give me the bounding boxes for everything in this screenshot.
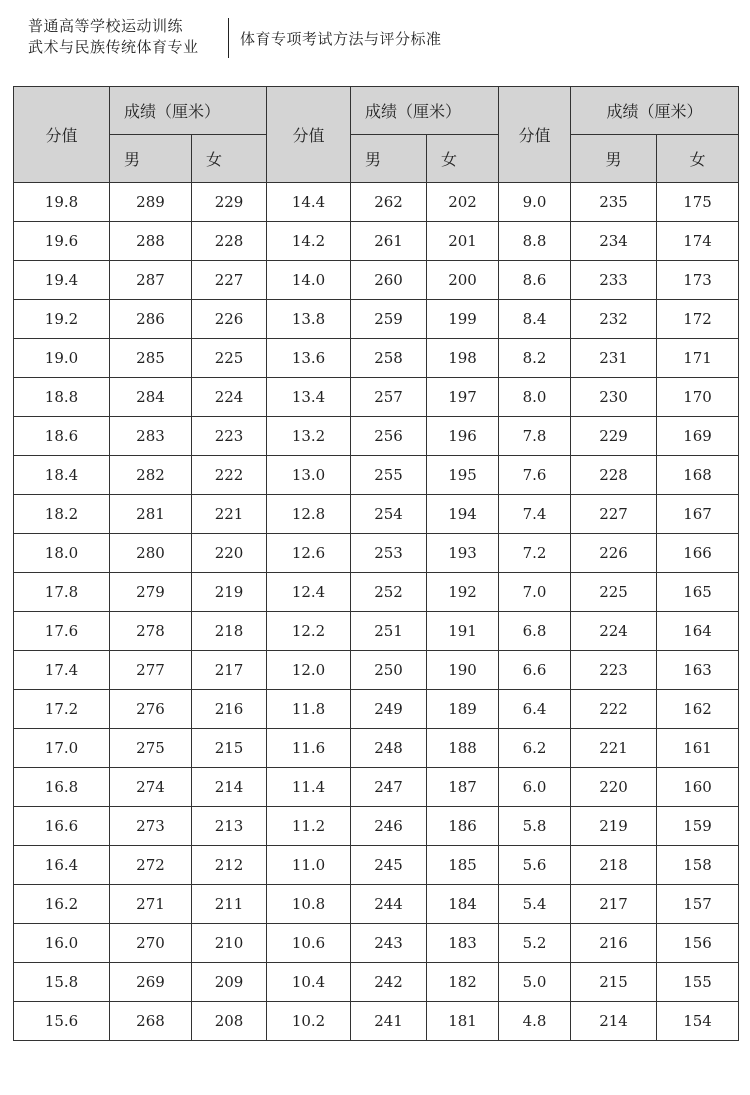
score-table-body — [14, 183, 739, 1041]
score-cell: 18.4 — [14, 456, 110, 495]
male-cell: 242 — [351, 963, 427, 1002]
male-cell: 260 — [351, 261, 427, 300]
male-cell: 250 — [351, 651, 427, 690]
female-cell: 188 — [427, 729, 499, 768]
table-row — [14, 456, 739, 495]
female-cell: 213 — [192, 807, 267, 846]
male-cell: 285 — [110, 339, 192, 378]
header-program-line2: 武术与民族传统体育专业 — [28, 38, 199, 56]
score-cell: 8.6 — [499, 261, 571, 300]
male-cell: 289 — [110, 183, 192, 222]
female-cell: 197 — [427, 378, 499, 417]
score-cell: 10.6 — [267, 924, 351, 963]
score-cell: 11.2 — [267, 807, 351, 846]
male-cell: 281 — [110, 495, 192, 534]
female-cell: 170 — [657, 378, 739, 417]
male-cell: 273 — [110, 807, 192, 846]
score-cell: 10.2 — [267, 1002, 351, 1041]
score-cell: 8.8 — [499, 222, 571, 261]
female-cell: 164 — [657, 612, 739, 651]
male-cell: 216 — [571, 924, 657, 963]
header-male: 男 — [351, 135, 427, 183]
male-cell: 253 — [351, 534, 427, 573]
female-cell: 195 — [427, 456, 499, 495]
male-cell: 219 — [571, 807, 657, 846]
female-cell: 202 — [427, 183, 499, 222]
header-row — [14, 87, 739, 135]
male-cell: 261 — [351, 222, 427, 261]
table-row — [14, 846, 739, 885]
female-cell: 160 — [657, 768, 739, 807]
male-cell: 269 — [110, 963, 192, 1002]
header-result: 成绩（厘米） — [571, 87, 739, 135]
male-cell: 241 — [351, 1002, 427, 1041]
female-cell: 175 — [657, 183, 739, 222]
female-cell: 222 — [192, 456, 267, 495]
score-cell: 19.2 — [14, 300, 110, 339]
male-cell: 245 — [351, 846, 427, 885]
female-cell: 229 — [192, 183, 267, 222]
female-cell: 165 — [657, 573, 739, 612]
score-cell: 18.6 — [14, 417, 110, 456]
female-cell: 196 — [427, 417, 499, 456]
score-cell: 15.6 — [14, 1002, 110, 1041]
female-cell: 156 — [657, 924, 739, 963]
table-row — [14, 534, 739, 573]
table-row — [14, 417, 739, 456]
male-cell: 284 — [110, 378, 192, 417]
female-cell: 225 — [192, 339, 267, 378]
header-program — [28, 16, 218, 58]
male-cell: 217 — [571, 885, 657, 924]
score-cell: 10.4 — [267, 963, 351, 1002]
female-cell: 169 — [657, 417, 739, 456]
female-cell: 171 — [657, 339, 739, 378]
score-cell: 7.6 — [499, 456, 571, 495]
female-cell: 223 — [192, 417, 267, 456]
score-cell: 13.6 — [267, 339, 351, 378]
score-cell: 6.8 — [499, 612, 571, 651]
score-cell: 4.8 — [499, 1002, 571, 1041]
male-cell: 271 — [110, 885, 192, 924]
score-cell: 13.4 — [267, 378, 351, 417]
female-cell: 198 — [427, 339, 499, 378]
score-cell: 13.2 — [267, 417, 351, 456]
female-cell: 173 — [657, 261, 739, 300]
female-cell: 193 — [427, 534, 499, 573]
male-cell: 282 — [110, 456, 192, 495]
male-cell: 252 — [351, 573, 427, 612]
score-cell: 7.0 — [499, 573, 571, 612]
score-cell: 16.8 — [14, 768, 110, 807]
header-result: 成绩（厘米） — [110, 87, 267, 135]
male-cell: 215 — [571, 963, 657, 1002]
male-cell: 258 — [351, 339, 427, 378]
male-cell: 283 — [110, 417, 192, 456]
score-cell: 10.8 — [267, 885, 351, 924]
male-cell: 227 — [571, 495, 657, 534]
score-table — [13, 86, 739, 1041]
score-cell: 19.4 — [14, 261, 110, 300]
header-score: 分值 — [499, 87, 571, 183]
female-cell: 184 — [427, 885, 499, 924]
score-cell: 19.0 — [14, 339, 110, 378]
table-row — [14, 807, 739, 846]
female-cell: 221 — [192, 495, 267, 534]
male-cell: 275 — [110, 729, 192, 768]
male-cell: 277 — [110, 651, 192, 690]
female-cell: 208 — [192, 1002, 267, 1041]
female-cell: 216 — [192, 690, 267, 729]
score-cell: 8.2 — [499, 339, 571, 378]
score-cell: 13.8 — [267, 300, 351, 339]
male-cell: 220 — [571, 768, 657, 807]
table-row — [14, 261, 739, 300]
score-cell: 19.8 — [14, 183, 110, 222]
table-row — [14, 183, 739, 222]
male-cell: 233 — [571, 261, 657, 300]
score-cell: 16.4 — [14, 846, 110, 885]
female-cell: 167 — [657, 495, 739, 534]
male-cell: 274 — [110, 768, 192, 807]
male-cell: 278 — [110, 612, 192, 651]
score-cell: 17.0 — [14, 729, 110, 768]
female-cell: 190 — [427, 651, 499, 690]
female-cell: 211 — [192, 885, 267, 924]
male-cell: 234 — [571, 222, 657, 261]
male-cell: 259 — [351, 300, 427, 339]
male-cell: 288 — [110, 222, 192, 261]
female-cell: 182 — [427, 963, 499, 1002]
score-cell: 9.0 — [499, 183, 571, 222]
male-cell: 223 — [571, 651, 657, 690]
male-cell: 232 — [571, 300, 657, 339]
score-cell: 5.2 — [499, 924, 571, 963]
score-cell: 12.2 — [267, 612, 351, 651]
female-cell: 185 — [427, 846, 499, 885]
male-cell: 243 — [351, 924, 427, 963]
table-row — [14, 963, 739, 1002]
female-cell: 157 — [657, 885, 739, 924]
male-cell: 286 — [110, 300, 192, 339]
score-cell: 8.4 — [499, 300, 571, 339]
male-cell: 214 — [571, 1002, 657, 1041]
female-cell: 200 — [427, 261, 499, 300]
male-cell: 279 — [110, 573, 192, 612]
score-cell: 12.4 — [267, 573, 351, 612]
male-cell: 230 — [571, 378, 657, 417]
female-cell: 215 — [192, 729, 267, 768]
score-cell: 11.6 — [267, 729, 351, 768]
male-cell: 276 — [110, 690, 192, 729]
score-cell: 6.4 — [499, 690, 571, 729]
score-cell: 5.4 — [499, 885, 571, 924]
male-cell: 226 — [571, 534, 657, 573]
score-cell: 11.4 — [267, 768, 351, 807]
header-male: 男 — [571, 135, 657, 183]
female-cell: 181 — [427, 1002, 499, 1041]
table-row — [14, 573, 739, 612]
female-cell: 172 — [657, 300, 739, 339]
score-cell: 15.8 — [14, 963, 110, 1002]
male-cell: 255 — [351, 456, 427, 495]
header-female: 女 — [427, 135, 499, 183]
male-cell: 229 — [571, 417, 657, 456]
score-cell: 17.6 — [14, 612, 110, 651]
female-cell: 163 — [657, 651, 739, 690]
female-cell: 224 — [192, 378, 267, 417]
score-cell: 16.2 — [14, 885, 110, 924]
score-cell: 12.0 — [267, 651, 351, 690]
female-cell: 186 — [427, 807, 499, 846]
female-cell: 220 — [192, 534, 267, 573]
female-cell: 159 — [657, 807, 739, 846]
score-cell: 11.0 — [267, 846, 351, 885]
female-cell: 210 — [192, 924, 267, 963]
score-cell: 17.2 — [14, 690, 110, 729]
score-cell: 8.0 — [499, 378, 571, 417]
female-cell: 158 — [657, 846, 739, 885]
female-cell: 183 — [427, 924, 499, 963]
male-cell: 224 — [571, 612, 657, 651]
male-cell: 287 — [110, 261, 192, 300]
table-row — [14, 924, 739, 963]
score-cell: 11.8 — [267, 690, 351, 729]
header-divider — [228, 18, 229, 58]
male-cell: 246 — [351, 807, 427, 846]
table-row — [14, 612, 739, 651]
header-female: 女 — [657, 135, 739, 183]
male-cell: 248 — [351, 729, 427, 768]
male-cell: 235 — [571, 183, 657, 222]
score-cell: 18.0 — [14, 534, 110, 573]
male-cell: 257 — [351, 378, 427, 417]
male-cell: 228 — [571, 456, 657, 495]
score-cell: 7.8 — [499, 417, 571, 456]
female-cell: 219 — [192, 573, 267, 612]
male-cell: 254 — [351, 495, 427, 534]
female-cell: 189 — [427, 690, 499, 729]
male-cell: 249 — [351, 690, 427, 729]
table-row — [14, 690, 739, 729]
female-cell: 201 — [427, 222, 499, 261]
male-cell: 272 — [110, 846, 192, 885]
score-cell: 7.4 — [499, 495, 571, 534]
male-cell: 222 — [571, 690, 657, 729]
male-cell: 218 — [571, 846, 657, 885]
table-row — [14, 885, 739, 924]
score-cell: 14.4 — [267, 183, 351, 222]
score-cell: 17.4 — [14, 651, 110, 690]
female-cell: 162 — [657, 690, 739, 729]
table-row — [14, 378, 739, 417]
table-row — [14, 495, 739, 534]
table-row — [14, 1002, 739, 1041]
female-cell: 217 — [192, 651, 267, 690]
header-result: 成绩（厘米） — [351, 87, 499, 135]
header-male: 男 — [110, 135, 192, 183]
table-row — [14, 651, 739, 690]
female-cell: 209 — [192, 963, 267, 1002]
female-cell: 166 — [657, 534, 739, 573]
male-cell: 268 — [110, 1002, 192, 1041]
score-cell: 12.8 — [267, 495, 351, 534]
female-cell: 218 — [192, 612, 267, 651]
male-cell: 270 — [110, 924, 192, 963]
score-cell: 18.2 — [14, 495, 110, 534]
female-cell: 161 — [657, 729, 739, 768]
score-cell: 19.6 — [14, 222, 110, 261]
score-cell: 17.8 — [14, 573, 110, 612]
male-cell: 225 — [571, 573, 657, 612]
female-cell: 199 — [427, 300, 499, 339]
male-cell: 262 — [351, 183, 427, 222]
score-cell: 14.0 — [267, 261, 351, 300]
male-cell: 231 — [571, 339, 657, 378]
female-cell: 155 — [657, 963, 739, 1002]
header-female: 女 — [192, 135, 267, 183]
female-cell: 214 — [192, 768, 267, 807]
female-cell: 191 — [427, 612, 499, 651]
female-cell: 174 — [657, 222, 739, 261]
header-score: 分值 — [267, 87, 351, 183]
female-cell: 154 — [657, 1002, 739, 1041]
female-cell: 212 — [192, 846, 267, 885]
score-cell: 14.2 — [267, 222, 351, 261]
header-program-line1: 普通高等学校运动训练 — [28, 17, 184, 35]
score-cell: 12.6 — [267, 534, 351, 573]
female-cell: 228 — [192, 222, 267, 261]
score-cell: 18.8 — [14, 378, 110, 417]
table-row — [14, 300, 739, 339]
score-cell: 5.0 — [499, 963, 571, 1002]
female-cell: 187 — [427, 768, 499, 807]
female-cell: 168 — [657, 456, 739, 495]
score-cell: 16.6 — [14, 807, 110, 846]
female-cell: 227 — [192, 261, 267, 300]
table-row — [14, 339, 739, 378]
table-row — [14, 768, 739, 807]
male-cell: 244 — [351, 885, 427, 924]
male-cell: 221 — [571, 729, 657, 768]
score-cell: 13.0 — [267, 456, 351, 495]
header-section-title: 体育专项考试方法与评分标准 — [240, 30, 442, 48]
score-cell: 6.2 — [499, 729, 571, 768]
subheader-row — [14, 135, 739, 183]
score-cell: 5.8 — [499, 807, 571, 846]
score-cell: 6.0 — [499, 768, 571, 807]
header-score: 分值 — [14, 87, 110, 183]
male-cell: 256 — [351, 417, 427, 456]
male-cell: 247 — [351, 768, 427, 807]
score-cell: 6.6 — [499, 651, 571, 690]
male-cell: 280 — [110, 534, 192, 573]
score-cell: 7.2 — [499, 534, 571, 573]
table-row — [14, 222, 739, 261]
male-cell: 251 — [351, 612, 427, 651]
female-cell: 226 — [192, 300, 267, 339]
female-cell: 194 — [427, 495, 499, 534]
score-cell: 5.6 — [499, 846, 571, 885]
female-cell: 192 — [427, 573, 499, 612]
table-row — [14, 729, 739, 768]
score-cell: 16.0 — [14, 924, 110, 963]
